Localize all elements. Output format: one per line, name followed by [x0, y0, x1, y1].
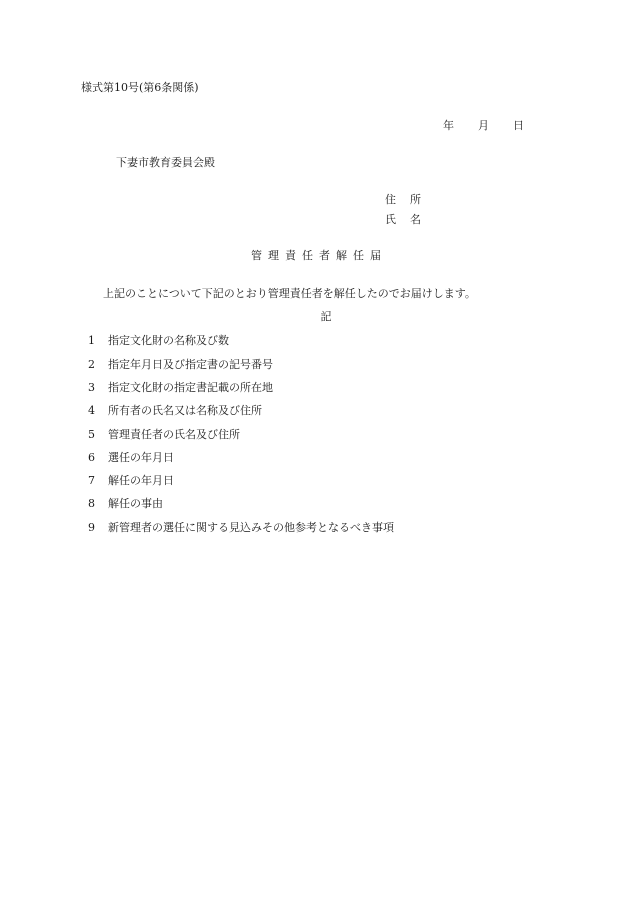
intro-text: 上記のことについて下記のとおり管理責任者を解任したのでお届けします。 [103, 287, 476, 300]
document-title: 管理責任者解任届 [251, 249, 387, 262]
list-item [88, 405, 262, 416]
addressee: 下妻市教育委員会殿 [116, 156, 215, 169]
list-item [88, 335, 229, 346]
list-item [88, 359, 273, 370]
name-label-char-2: 名 [410, 213, 421, 226]
item-text: 指定年月日及び指定書の記号番号 [108, 358, 273, 371]
list-item [88, 475, 174, 486]
item-text: 選任の年月日 [108, 451, 174, 464]
date-month-label: 月 [478, 119, 489, 132]
date-year-label: 年 [443, 119, 454, 132]
address-label-char-2: 所 [410, 193, 421, 206]
list-item [88, 429, 240, 440]
item-number: 5 [88, 428, 95, 441]
item-text: 指定文化財の指定書記載の所在地 [108, 381, 273, 394]
form-number: 様式第10号(第6条関係) [81, 81, 199, 94]
name-label-char-1: 氏 [385, 213, 396, 226]
address-label-char-1: 住 [385, 193, 396, 206]
item-text: 指定文化財の名称及び数 [108, 334, 229, 347]
item-number: 2 [88, 358, 95, 371]
ki-label: 記 [320, 310, 332, 323]
applicant-address-label [385, 194, 421, 205]
applicant-name-label [385, 214, 421, 225]
item-number: 6 [88, 451, 95, 464]
item-number: 4 [88, 404, 95, 417]
list-item [88, 382, 273, 393]
item-number: 9 [88, 521, 95, 534]
list-item [88, 452, 174, 463]
item-text: 所有者の氏名又は名称及び住所 [108, 404, 262, 417]
list-item [88, 498, 163, 509]
item-text: 新管理者の選任に関する見込みその他参考となるべき事項 [108, 521, 394, 534]
item-number: 7 [88, 474, 95, 487]
item-number: 1 [88, 334, 95, 347]
item-text: 解任の年月日 [108, 474, 174, 487]
item-number: 3 [88, 381, 95, 394]
date-day-label: 日 [513, 119, 524, 132]
list-item [88, 522, 394, 533]
item-text: 管理責任者の氏名及び住所 [108, 428, 240, 441]
item-text: 解任の事由 [108, 497, 163, 510]
item-number: 8 [88, 497, 95, 510]
